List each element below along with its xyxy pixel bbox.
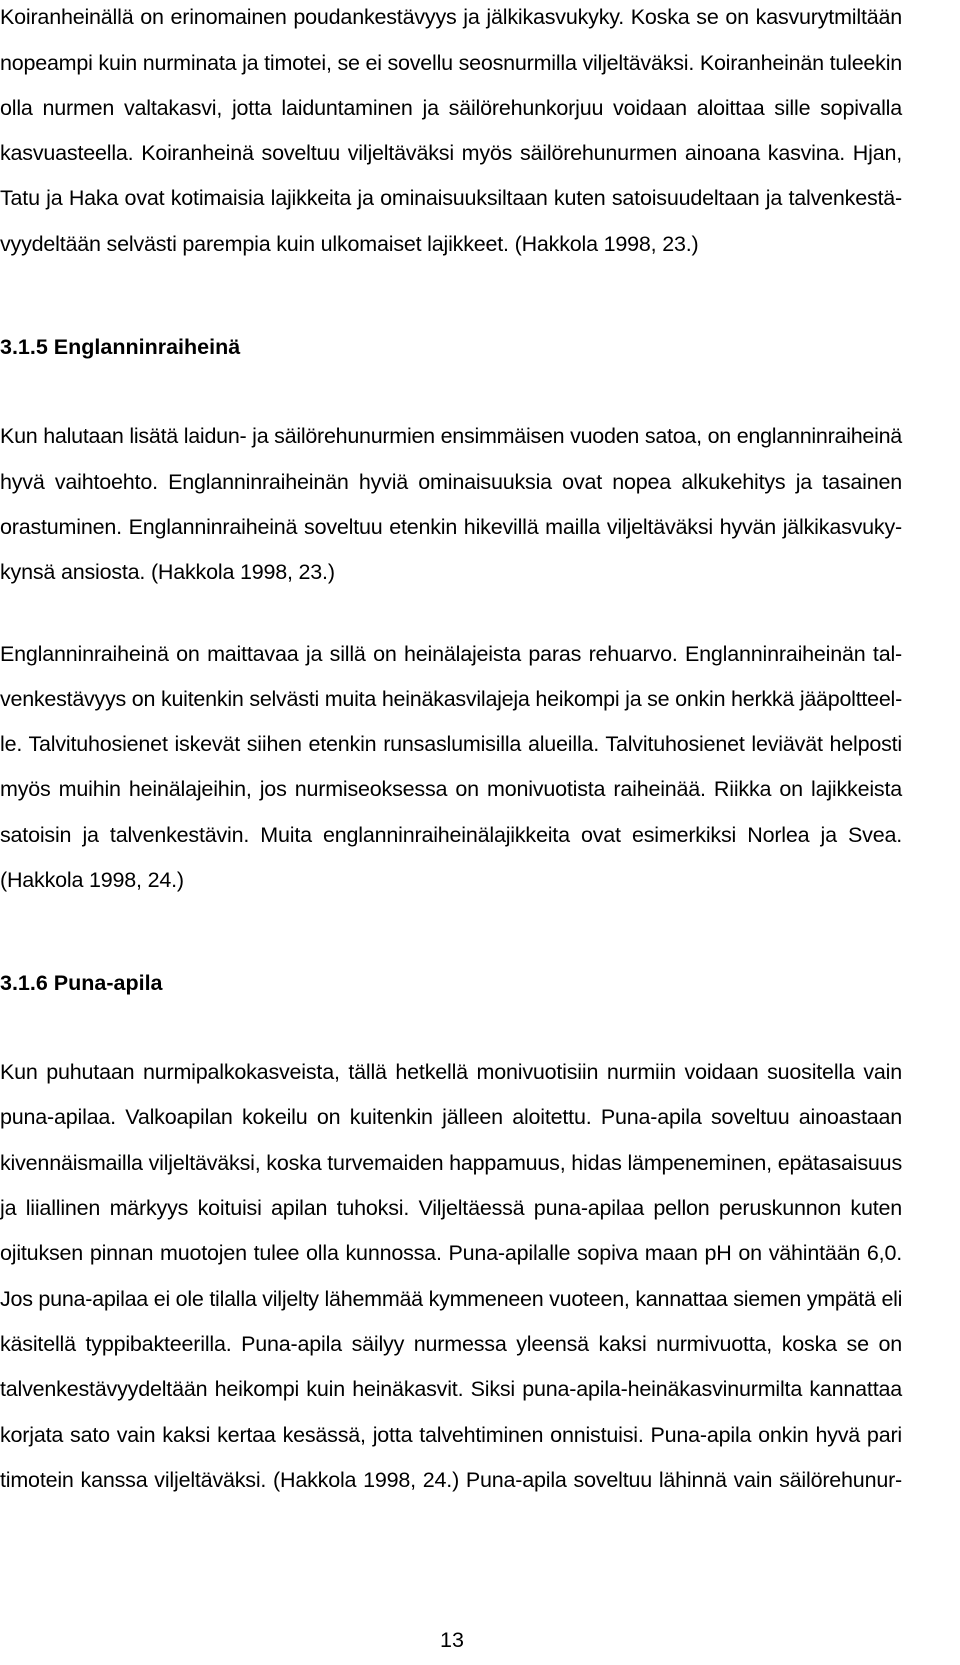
text-line: Kun halutaan lisätä laidun- ja säilörehunurmien ensimmäisen vuoden satoa, on englanninraiheinä xyxy=(0,424,902,448)
text-line: Kun puhutaan nurmipalkokasveista, tällä hetkellä monivuotisiin nurmiin voidaan suositella vain xyxy=(0,1060,902,1084)
text-line: vyydeltään selvästi parempia kuin ulkomaiset lajikkeet. (Hakkola 1998, 23.) xyxy=(0,232,699,256)
text-line: puna-apilaa. Valkoapilan kokeilu on kuitenkin jälleen aloitettu. Puna-apila soveltuu ainoastaan xyxy=(0,1105,902,1129)
text-line: myös muihin heinälajeihin, jos nurmiseoksessa on monivuotista raiheinää. Riikka on lajikkeista xyxy=(0,777,902,801)
text-line: (Hakkola 1998, 24.) xyxy=(0,868,184,892)
text-line: ojituksen pinnan muotojen tulee olla kunnossa. Puna-apilalle sopiva maan pH on vähintään 6,0. xyxy=(0,1241,902,1265)
text-line: le. Talvituhosienet iskevät siihen etenkin runsaslumisilla alueilla. Talvituhosienet leviävät helposti xyxy=(0,732,902,756)
text-line: korjata sato vain kaksi kertaa kesässä, jotta talvehtiminen onnistuisi. Puna-apila onkin hyvä pari xyxy=(0,1423,902,1447)
text-line: Jos puna-apilaa ei ole tilalla viljelty lähemmää kymmeneen vuoteen, kannattaa siemen ympätä eli xyxy=(0,1287,903,1311)
text-line: timotein kanssa viljeltäväksi. (Hakkola 1998, 24.) Puna-apila soveltuu lähinnä vain säilörehunur- xyxy=(0,1468,902,1492)
text-line: kasvuasteella. Koiranheinä soveltuu viljeltäväksi myös säilörehunurmen ainoana kasvina. Hjan, xyxy=(0,141,902,165)
section-heading-puna-apila: 3.1.6 Puna-apila xyxy=(0,971,163,995)
text-line: satoisin ja talvenkestävin. Muita englanninraiheinälajikkeita ovat esimerkiksi Norlea ja Svea. xyxy=(0,823,902,847)
section-heading-englanninraiheina: 3.1.5 Englanninraiheinä xyxy=(0,335,241,359)
text-line: olla nurmen valtakasvi, jotta laiduntaminen ja säilörehunkorjuu voidaan aloittaa sille sopivalla xyxy=(0,96,902,120)
text-line: venkestävyys on kuitenkin selvästi muita heinäkasvilajeja heikompi ja se onkin herkkä jääpoltteel- xyxy=(0,687,902,711)
text-line: kivennäismailla viljeltäväksi, koska turvemaiden happamuus, hidas lämpeneminen, epätasaisuus xyxy=(0,1151,902,1175)
text-line: käsitellä typpibakteerilla. Puna-apila säilyy nurmessa yleensä kaksi nurmivuotta, koska se on xyxy=(0,1332,902,1356)
text-line: kynsä ansiosta. (Hakkola 1998, 23.) xyxy=(0,560,335,584)
text-line: Tatu ja Haka ovat kotimaisia lajikkeita ja ominaisuuksiltaan kuten satoisuudeltaan ja talvenkestä- xyxy=(0,186,902,210)
page-number: 13 xyxy=(440,1628,464,1652)
text-line: ja liiallinen märkyys koituisi apilan tuhoksi. Viljeltäessä puna-apilaa pellon peruskunnon kuten xyxy=(0,1196,902,1220)
text-line: Koiranheinällä on erinomainen poudankestävyys ja jälkikasvukyky. Koska se on kasvurytmiltään xyxy=(0,5,902,29)
text-line: hyvä vaihtoehto. Englanninraiheinän hyviä ominaisuuksia ovat nopea alkukehitys ja tasainen xyxy=(0,470,902,494)
text-line: talvenkestävyydeltään heikompi kuin heinäkasvit. Siksi puna-apila-heinäkasvinurmilta kannattaa xyxy=(0,1377,902,1401)
text-line: orastuminen. Englanninraiheinä soveltuu etenkin hikevillä mailla viljeltäväksi hyvän jälkikasvuky- xyxy=(0,515,902,539)
text-line: nopeampi kuin nurminata ja timotei, se ei sovellu seosnurmilla viljeltäväksi. Koiranheinän tuleekin xyxy=(0,51,902,75)
text-line: Englanninraiheinä on maittavaa ja sillä on heinälajeista paras rehuarvo. Englanninraiheinän tal- xyxy=(0,642,902,666)
